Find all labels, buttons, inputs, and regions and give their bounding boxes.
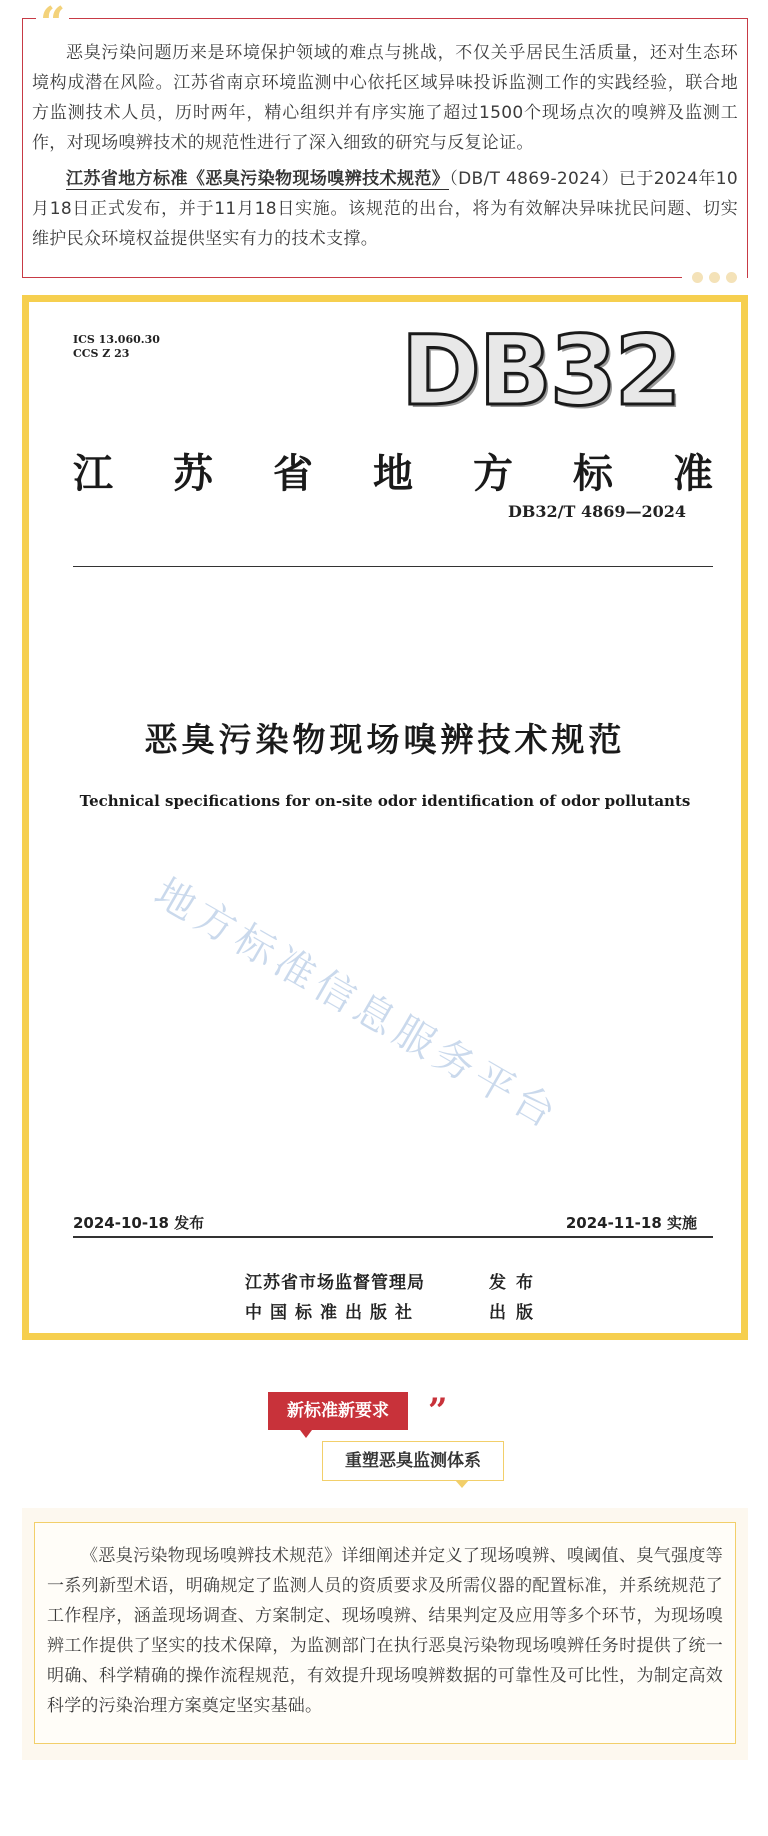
publisher-name: 江苏省市场监督管理局 (245, 1273, 425, 1293)
ccs-code: CCS Z 23 (73, 347, 130, 360)
publisher-row (245, 1268, 543, 1293)
intro-text (32, 38, 738, 260)
publisher-name: 中国标准出版社 (245, 1303, 420, 1323)
publisher-row (245, 1298, 543, 1323)
province-title-char: 地 (373, 450, 413, 497)
cover-chinese-title: 恶臭污染物现场嗅辨技术规范 (144, 720, 626, 759)
dot-icon (692, 272, 703, 283)
watermark: 地方标准信息服务平台 (146, 869, 568, 1140)
standard-name-highlight: 江苏省地方标准《恶臭污染物现场嗅辨技术规范》 (66, 169, 450, 189)
province-title-char: 省 (273, 450, 313, 497)
close-quote-icon: ” (428, 1391, 448, 1431)
section-tag-pointer (300, 1430, 312, 1438)
dot-icon (726, 272, 737, 283)
publisher-action: 出版 (489, 1303, 543, 1323)
cover-divider-top (73, 566, 713, 567)
implementation-date: 2024-11-18 实施 (565, 1214, 697, 1232)
section-subtitle-pointer (455, 1480, 469, 1488)
body-background (22, 1508, 748, 1760)
province-title-char: 标 (573, 450, 613, 497)
dot-icon (709, 272, 720, 283)
db-code-logo: DB32 (401, 315, 680, 427)
classification-codes (73, 333, 160, 361)
intro-paragraph-2-rest: （DB/T 4869-2024）已于2024年10月18日正式发布，并于11月18日实施。该规范的出台，将为有效解决异味扰民问题、切实维护民众环境权益提供坚实有力的技术支撑。 (32, 169, 738, 249)
open-quote-icon: “ (36, 2, 69, 46)
decorative-dots (692, 272, 737, 283)
intro-paragraph-1: 恶臭污染问题历来是环境保护领域的难点与挑战，不仅关乎居民生活质量，还对生态环境构成潜在风险。江苏省南京环境监测中心依托区域异味投诉监测工作的实践经验，联合地方监测技术人员，历时两年，精心组织并有序实施了超过1500个现场点次的嗅辨及监测工作，对现场嗅辨技术的规范性进行了深入细致的研究与反复论证。 (32, 43, 738, 153)
issue-date: 2024-10-18 发布 (73, 1214, 205, 1232)
standard-cover-image (22, 295, 748, 1340)
body-paragraph: 《恶臭污染物现场嗅辨技术规范》详细阐述并定义了现场嗅辨、嗅阈值、臭气强度等一系列新型术语，明确规定了监测人员的资质要求及所需仪器的配置标准，并系统规范了工作程序，涵盖现场调查、方案制定、现场嗅辨、结果判定及应用等多个环节，为现场嗅辨工作提供了坚实的技术保障，为监测部门在执行恶臭污染物现场嗅辨任务时提供了统一明确、科学精确的操作流程规范，有效提升现场嗅辨数据的可靠性及可比性，为制定高效科学的污染治理方案奠定坚实基础。 (47, 1546, 723, 1716)
province-title-char: 苏 (173, 450, 213, 497)
cover-divider-bottom (73, 1236, 713, 1238)
province-title-char: 准 (673, 450, 713, 497)
cover-english-title: Technical specifications for on-site odor identification of odor pollutants (79, 792, 691, 810)
province-standard-title (73, 442, 713, 499)
publisher-action: 发布 (489, 1273, 543, 1293)
body-text-box (34, 1522, 736, 1744)
province-title-char: 方 (473, 450, 513, 497)
intro-border-bottom (22, 277, 682, 278)
section-tag: 新标准新要求 (268, 1392, 408, 1430)
intro-paragraph-2 (32, 164, 738, 254)
standard-number: DB32/T 4869—2024 (507, 502, 686, 521)
ics-code: ICS 13.060.30 (73, 333, 160, 346)
section-subtitle: 重塑恶臭监测体系 (322, 1441, 504, 1481)
province-title-char: 江 (73, 450, 113, 497)
